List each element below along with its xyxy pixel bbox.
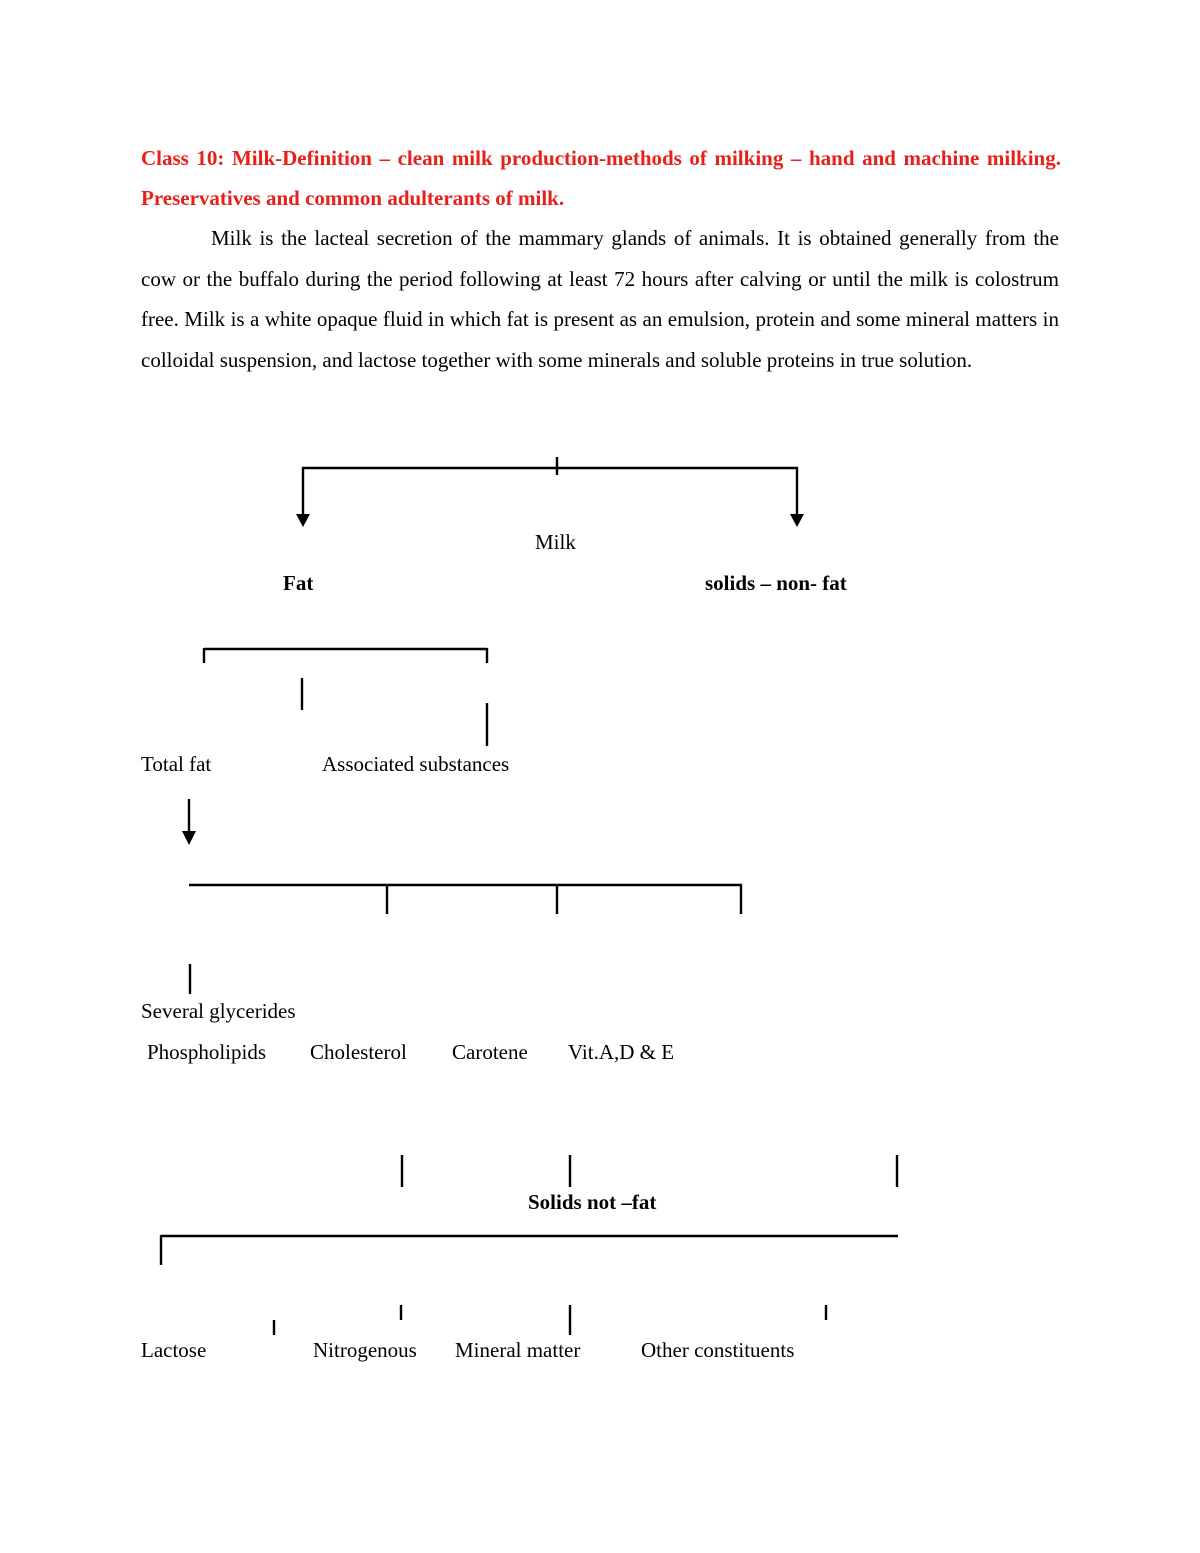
diagram-root-milk: Milk bbox=[535, 530, 576, 554]
intro-paragraph-text: Milk is the lacteal secretion of the mammary glands of animals. It is obtained generally from the cow or the buffalo during the period following at least 72 hours after calving or until the milk is colostrum free. Milk is a white opaque fluid in which fat is present as an emulsion, protein and some mineral matters in colloidal suspension, and lactose together with some minerals and soluble proteins in true solution. bbox=[141, 226, 1059, 372]
diagram-other-constituents: Other constituents bbox=[641, 1338, 795, 1362]
diagram-solids-not-fat: Solids not –fat bbox=[528, 1190, 657, 1214]
diagram-total-fat: Total fat bbox=[141, 752, 212, 776]
diagram-nitrogenous: Nitrogenous bbox=[313, 1338, 417, 1362]
diagram-vitamins: Vit.A,D & E bbox=[568, 1040, 675, 1064]
diagram-fat: Fat bbox=[283, 571, 314, 595]
diagram-lactose: Lactose bbox=[141, 1338, 207, 1362]
diagram-cholesterol: Cholesterol bbox=[310, 1040, 407, 1064]
diagram-solids-non-fat: solids – non- fat bbox=[705, 571, 847, 595]
snf-arrowhead bbox=[790, 514, 804, 527]
diagram-associated-substances: Associated substances bbox=[322, 752, 510, 776]
diagram-several-glycerides: Several glycerides bbox=[141, 999, 296, 1023]
fat-arrowhead bbox=[296, 514, 310, 527]
page-heading: Class 10: Milk-Definition – clean milk production-methods of milking – hand and machine milking. Preservatives and common adulterants of milk. bbox=[141, 146, 1061, 210]
total-fat-arrowhead bbox=[182, 831, 196, 845]
diagram-carotene: Carotene bbox=[452, 1040, 528, 1064]
diagram-phospholipids: Phospholipids bbox=[147, 1040, 267, 1064]
diagram-mineral-matter: Mineral matter bbox=[455, 1338, 581, 1362]
